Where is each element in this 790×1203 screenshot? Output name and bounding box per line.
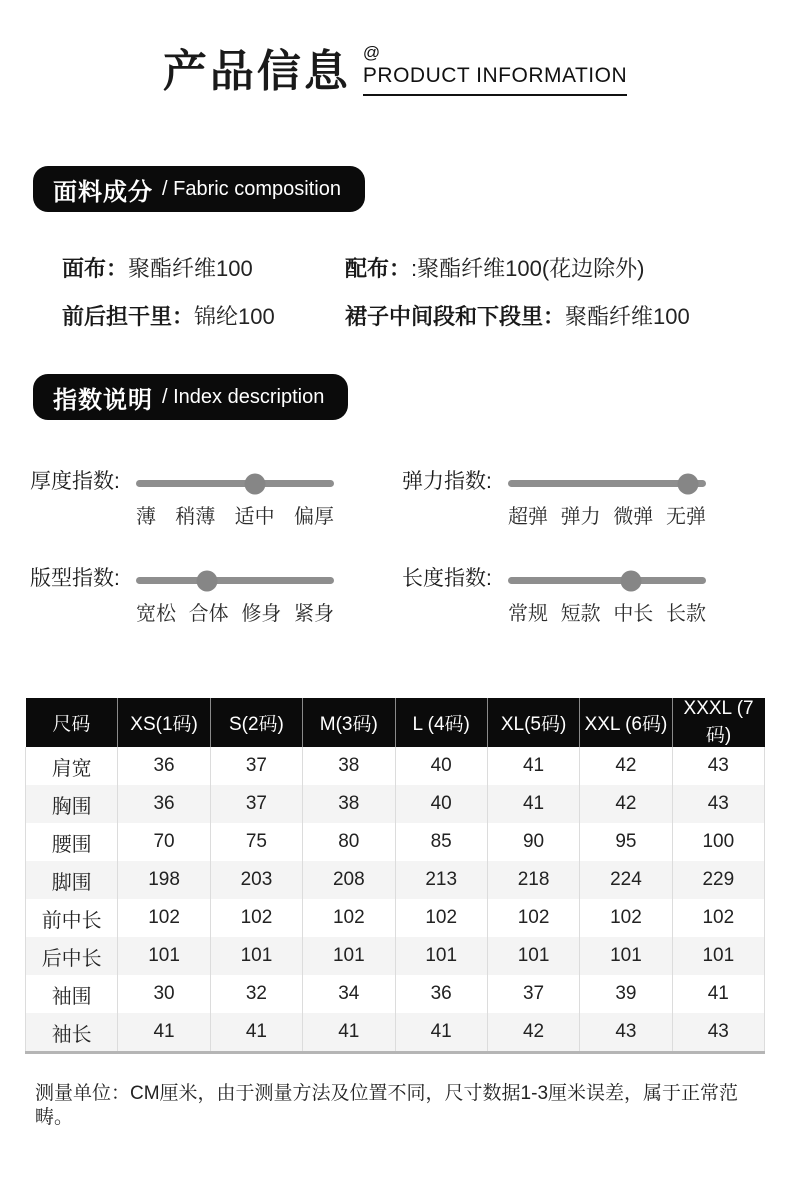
fabric-item <box>345 304 770 330</box>
slider-option-label: 薄 <box>136 506 156 528</box>
size-value-cell: 41 <box>303 1013 395 1053</box>
fabric-item-value: :聚酯纤维100(花边除外) <box>411 256 645 281</box>
fabric-item-label: 面布： <box>62 256 129 281</box>
size-value-cell: 41 <box>487 747 579 785</box>
size-value-cell: 102 <box>210 899 302 937</box>
size-value-cell: 41 <box>487 785 579 823</box>
size-table-header-cell: S(2码) <box>210 698 302 747</box>
fabric-item <box>62 304 345 330</box>
measurement-note: 测量单位：CM厘米，由于测量方法及位置不同，尺寸数据1-3厘米误差，属于正常范畴。 <box>35 1083 739 1128</box>
size-row-label: 前中长 <box>26 899 118 937</box>
size-table-row <box>26 747 765 785</box>
slider-label: 长度指数: <box>402 567 492 590</box>
slider-dot <box>620 570 641 591</box>
size-value-cell: 42 <box>580 747 672 785</box>
fabric-item-value: 聚酯纤维100 <box>128 256 253 281</box>
size-value-cell: 102 <box>672 899 764 937</box>
size-value-cell: 229 <box>672 861 764 899</box>
size-value-cell: 43 <box>580 1013 672 1053</box>
size-row-label: 袖长 <box>26 1013 118 1053</box>
slider-options <box>136 602 334 626</box>
slider-body <box>136 567 334 626</box>
size-value-cell: 41 <box>395 1013 487 1053</box>
size-value-cell: 85 <box>395 823 487 861</box>
size-value-cell: 102 <box>487 899 579 937</box>
fabric-item-label: 前后担干里： <box>62 304 195 329</box>
size-value-cell: 42 <box>580 785 672 823</box>
size-value-cell: 39 <box>580 975 672 1013</box>
slider-option-label: 弹力 <box>560 506 601 528</box>
slider-option-label: 超弹 <box>508 506 548 528</box>
size-value-cell: 37 <box>210 747 302 785</box>
slider-option-label: 长款 <box>665 603 706 625</box>
slider-option-label: 紧身 <box>293 603 334 625</box>
size-table-head-row <box>26 698 765 747</box>
fabric-section-heading-row <box>33 166 790 212</box>
fabric-item-value: 聚酯纤维100 <box>565 304 690 329</box>
fabric-item-value: 锦纶100 <box>194 304 275 329</box>
size-value-cell: 100 <box>672 823 764 861</box>
fabric-section-banner <box>33 166 365 212</box>
size-value-cell: 90 <box>487 823 579 861</box>
slider-track <box>136 480 334 487</box>
at-symbol: @ <box>362 43 381 62</box>
slider-label: 厚度指数: <box>30 470 120 493</box>
fabric-heading-en: / Fabric composition <box>162 177 341 200</box>
size-table-row <box>26 975 765 1013</box>
slider-dot <box>244 473 265 494</box>
fabric-heading-cn: 面料成分 <box>53 178 153 206</box>
size-value-cell: 38 <box>303 747 395 785</box>
size-table-header-cell: XXL (6码) <box>580 698 672 747</box>
size-table-row <box>26 823 765 861</box>
size-row-label: 腰围 <box>26 823 118 861</box>
index-section-banner <box>33 374 348 420</box>
slider-dot <box>197 570 218 591</box>
size-table <box>25 698 765 1054</box>
size-value-cell: 36 <box>118 747 210 785</box>
size-value-cell: 101 <box>487 937 579 975</box>
index-slider <box>30 567 402 626</box>
size-value-cell: 102 <box>303 899 395 937</box>
size-value-cell: 101 <box>672 937 764 975</box>
slider-label: 版型指数: <box>30 567 120 590</box>
slider-option-label: 中长 <box>613 603 654 625</box>
size-value-cell: 102 <box>395 899 487 937</box>
size-value-cell: 102 <box>118 899 210 937</box>
slider-track <box>508 577 706 584</box>
size-table-row <box>26 861 765 899</box>
size-value-cell: 41 <box>672 975 764 1013</box>
slider-track <box>136 577 334 584</box>
slider-dot <box>678 473 699 494</box>
size-value-cell: 224 <box>580 861 672 899</box>
size-table-body <box>26 747 765 1053</box>
size-value-cell: 37 <box>210 785 302 823</box>
size-value-cell: 101 <box>303 937 395 975</box>
size-value-cell: 38 <box>303 785 395 823</box>
index-slider <box>402 567 762 626</box>
size-table-row <box>26 899 765 937</box>
slider-body <box>508 567 706 626</box>
size-value-cell: 101 <box>580 937 672 975</box>
slider-option-label: 宽松 <box>136 603 176 625</box>
size-value-cell: 41 <box>118 1013 210 1053</box>
size-value-cell: 43 <box>672 747 764 785</box>
size-value-cell: 218 <box>487 861 579 899</box>
slider-option-label: 微弹 <box>613 506 654 528</box>
size-value-cell: 30 <box>118 975 210 1013</box>
size-table-header-cell: XXXL (7码) <box>672 698 764 747</box>
slider-options <box>136 505 334 529</box>
size-table-header-cell: M(3码) <box>303 698 395 747</box>
size-table-header-cell: XL(5码) <box>487 698 579 747</box>
size-table-row <box>26 937 765 975</box>
page-title-cn: 产品信息 <box>162 46 351 96</box>
index-heading-en: / Index description <box>162 385 325 408</box>
size-value-cell: 101 <box>118 937 210 975</box>
sliders-grid <box>30 470 790 626</box>
slider-option-label: 偏厚 <box>293 506 334 528</box>
fabric-item <box>345 256 770 282</box>
size-row-label: 胸围 <box>26 785 118 823</box>
index-slider <box>30 470 402 529</box>
size-value-cell: 198 <box>118 861 210 899</box>
slider-option-label: 合体 <box>188 603 229 625</box>
size-table-head <box>26 698 765 747</box>
index-section-heading-row <box>33 374 790 420</box>
size-row-label: 脚围 <box>26 861 118 899</box>
slider-body <box>136 470 334 529</box>
slider-label: 弹力指数: <box>402 470 492 493</box>
slider-options <box>508 602 706 626</box>
size-value-cell: 40 <box>395 747 487 785</box>
size-table-row <box>26 1013 765 1053</box>
size-value-cell: 203 <box>210 861 302 899</box>
size-row-label: 袖围 <box>26 975 118 1013</box>
size-value-cell: 36 <box>395 975 487 1013</box>
size-value-cell: 36 <box>118 785 210 823</box>
fabric-item-label: 裙子中间段和下段里： <box>345 304 566 329</box>
size-value-cell: 213 <box>395 861 487 899</box>
page-title-en-block <box>363 44 627 96</box>
size-row-label: 后中长 <box>26 937 118 975</box>
size-value-cell: 43 <box>672 1013 764 1053</box>
slider-option-label: 修身 <box>241 603 282 625</box>
size-value-cell: 75 <box>210 823 302 861</box>
slider-options <box>508 505 706 529</box>
size-value-cell: 101 <box>210 937 302 975</box>
slider-option-label: 稍薄 <box>175 506 216 528</box>
size-value-cell: 208 <box>303 861 395 899</box>
index-heading-cn: 指数说明 <box>53 386 153 414</box>
size-value-cell: 41 <box>210 1013 302 1053</box>
slider-option-label: 适中 <box>234 506 275 528</box>
slider-body <box>508 470 706 529</box>
size-value-cell: 70 <box>118 823 210 861</box>
size-value-cell: 95 <box>580 823 672 861</box>
page-header <box>0 44 790 96</box>
size-value-cell: 43 <box>672 785 764 823</box>
fabric-composition-list <box>62 256 770 330</box>
size-value-cell: 32 <box>210 975 302 1013</box>
size-row-label: 肩宽 <box>26 747 118 785</box>
fabric-item <box>62 256 345 282</box>
fabric-item-label: 配布： <box>345 256 412 281</box>
size-value-cell: 80 <box>303 823 395 861</box>
index-slider <box>402 470 762 529</box>
slider-option-label: 无弹 <box>665 506 706 528</box>
size-value-cell: 42 <box>487 1013 579 1053</box>
size-table-header-cell: 尺码 <box>26 698 118 747</box>
size-value-cell: 101 <box>395 937 487 975</box>
size-value-cell: 40 <box>395 785 487 823</box>
slider-track <box>508 480 706 487</box>
size-table-header-cell: XS(1码) <box>118 698 210 747</box>
page-title-en: PRODUCT INFORMATION <box>363 64 627 96</box>
size-value-cell: 102 <box>580 899 672 937</box>
slider-option-label: 常规 <box>508 603 548 625</box>
size-value-cell: 34 <box>303 975 395 1013</box>
size-table-header-cell: L (4码) <box>395 698 487 747</box>
slider-option-label: 短款 <box>560 603 601 625</box>
size-table-row <box>26 785 765 823</box>
size-value-cell: 37 <box>487 975 579 1013</box>
